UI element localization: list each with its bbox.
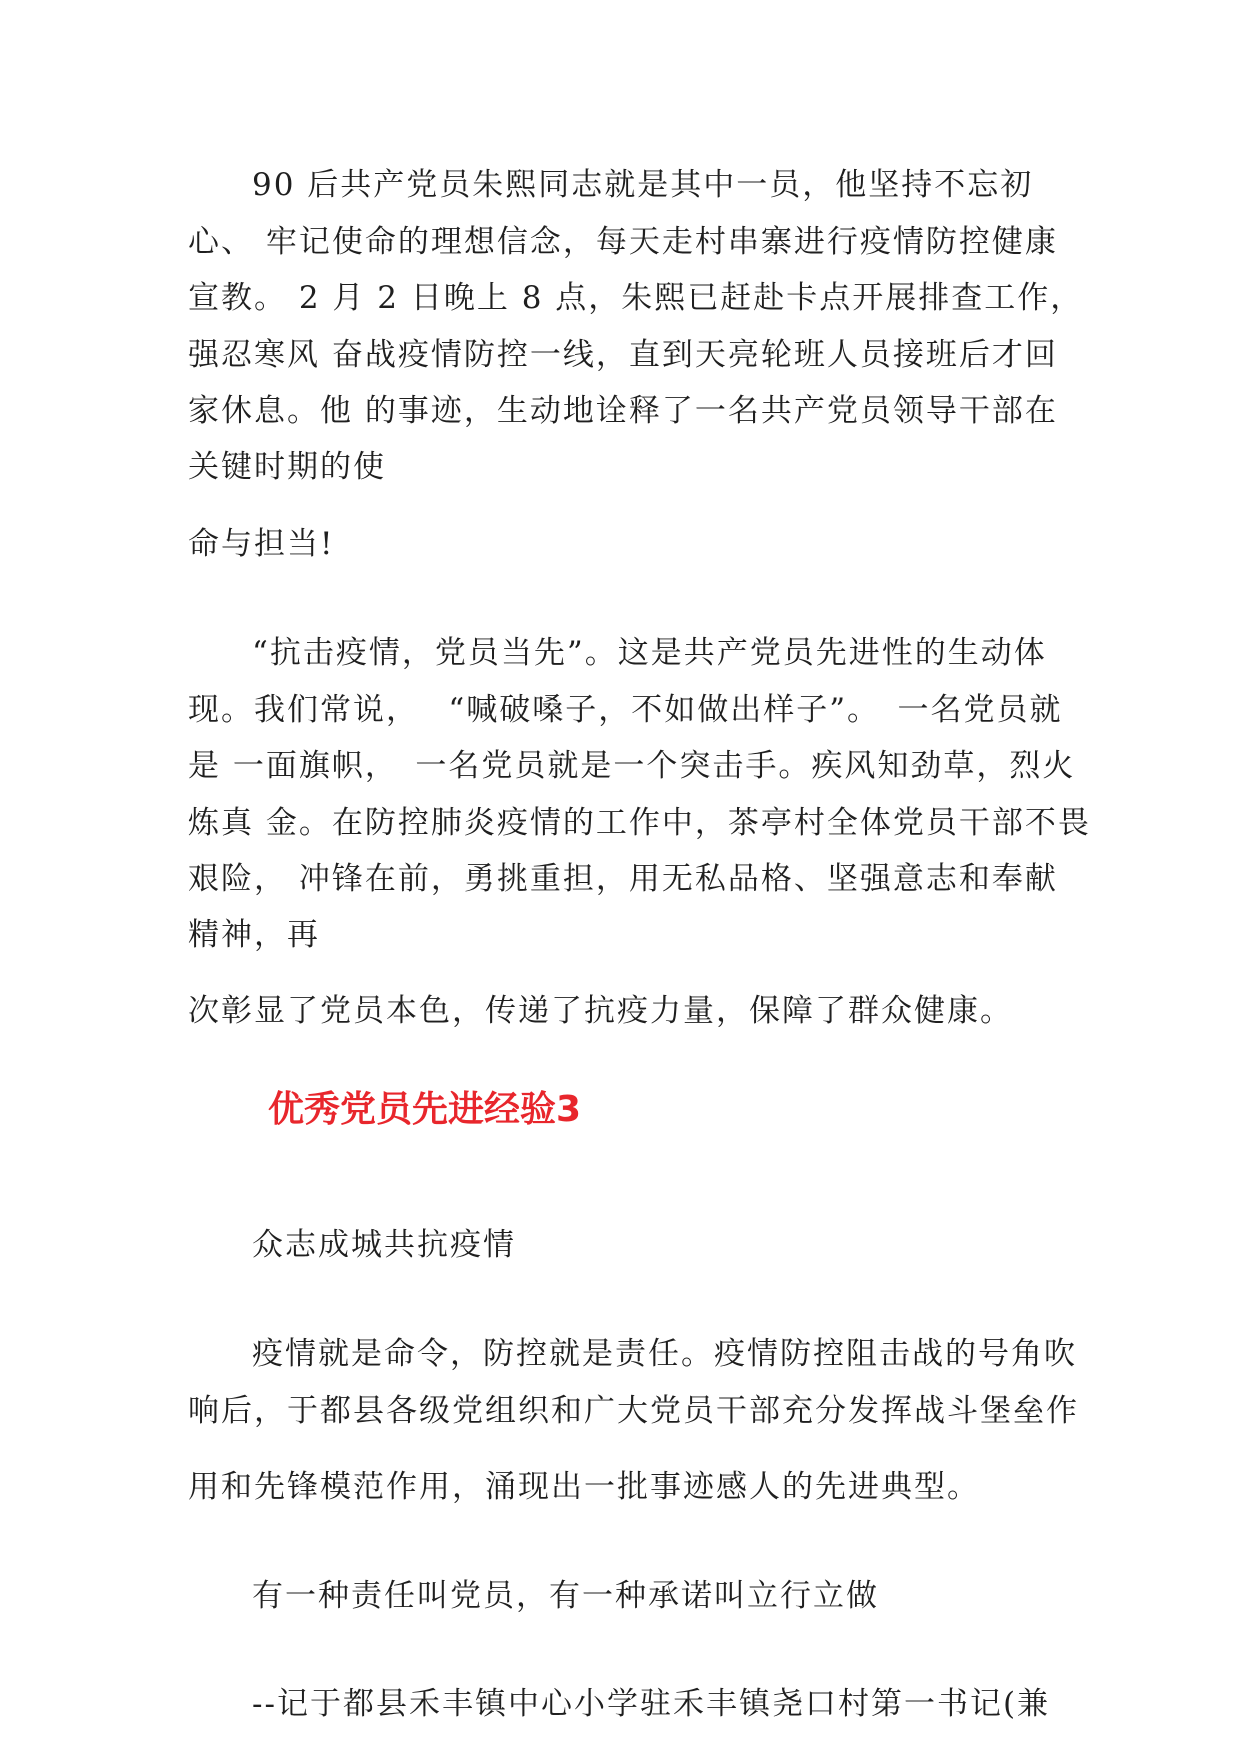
paragraph-2-line-3: 是 一面旗帜， 一名党员就是一个突击手。疾风知劲草，烈火 [188,748,1076,784]
paragraph-1-line-6: 关键时期的使 [188,449,386,485]
paragraph-1-line-3: 宣教。 2 月 2 日晚上 8 点，朱熙已赶赴卡点开展排查工作， [188,280,1084,316]
paragraph-1-line-7: 命与担当! [188,526,335,562]
subtitle: 众志成城共抗疫情 [252,1227,516,1263]
paragraph-2-line-4: 炼真 金。在防控肺炎疫情的工作中，茶亭村全体党员干部不畏 [188,805,1091,841]
paragraph-1-line-4: 强忍寒风 奋战疫情防控一线，直到天亮轮班人员接班后才回 [188,337,1058,373]
paragraph-3-line-2: 响后，于都县各级党组织和广大党员干部充分发挥战斗堡垒作 [188,1393,1079,1429]
paragraph-3-line-1: 疫情就是命令，防控就是责任。疫情防控阻击战的号角吹 [252,1336,1077,1372]
paragraph-3-line-3: 用和先锋模范作用，涌现出一批事迹感人的先进典型。 [188,1469,980,1505]
paragraph-1-line-2: 心、 牢记使命的理想信念，每天走村串寨进行疫情防控健康 [188,224,1058,260]
article-title: 有一种责任叫党员，有一种承诺叫立行立做 [252,1578,879,1614]
paragraph-2-line-1: “抗击疫情，党员当先”。这是共产党员先进性的生动体 [252,635,1047,671]
paragraph-1-line-5: 家休息。他 的事迹，生动地诠释了一名共产党员领导干部在 [188,393,1058,429]
paragraph-1-line-1: 90 后共产党员朱熙同志就是其中一员，他坚持不忘初 [252,167,1034,203]
paragraph-2-line-7: 次彰显了党员本色，传递了抗疫力量，保障了群众健康。 [188,993,1013,1029]
paragraph-2-line-5: 艰险， 冲锋在前，勇挑重担，用无私品格、坚强意志和奉献 [188,861,1058,897]
paragraph-2-line-2: 现。我们常说， “喊破嗓子，不如做出样子”。 一名党员就 [188,692,1063,728]
paragraph-2-line-6: 精神，再 [188,917,320,953]
section-heading: 优秀党员先进经验3 [268,1089,582,1130]
byline: --记于都县禾丰镇中心小学驻禾丰镇尧口村第一书记(兼 [252,1686,1051,1722]
